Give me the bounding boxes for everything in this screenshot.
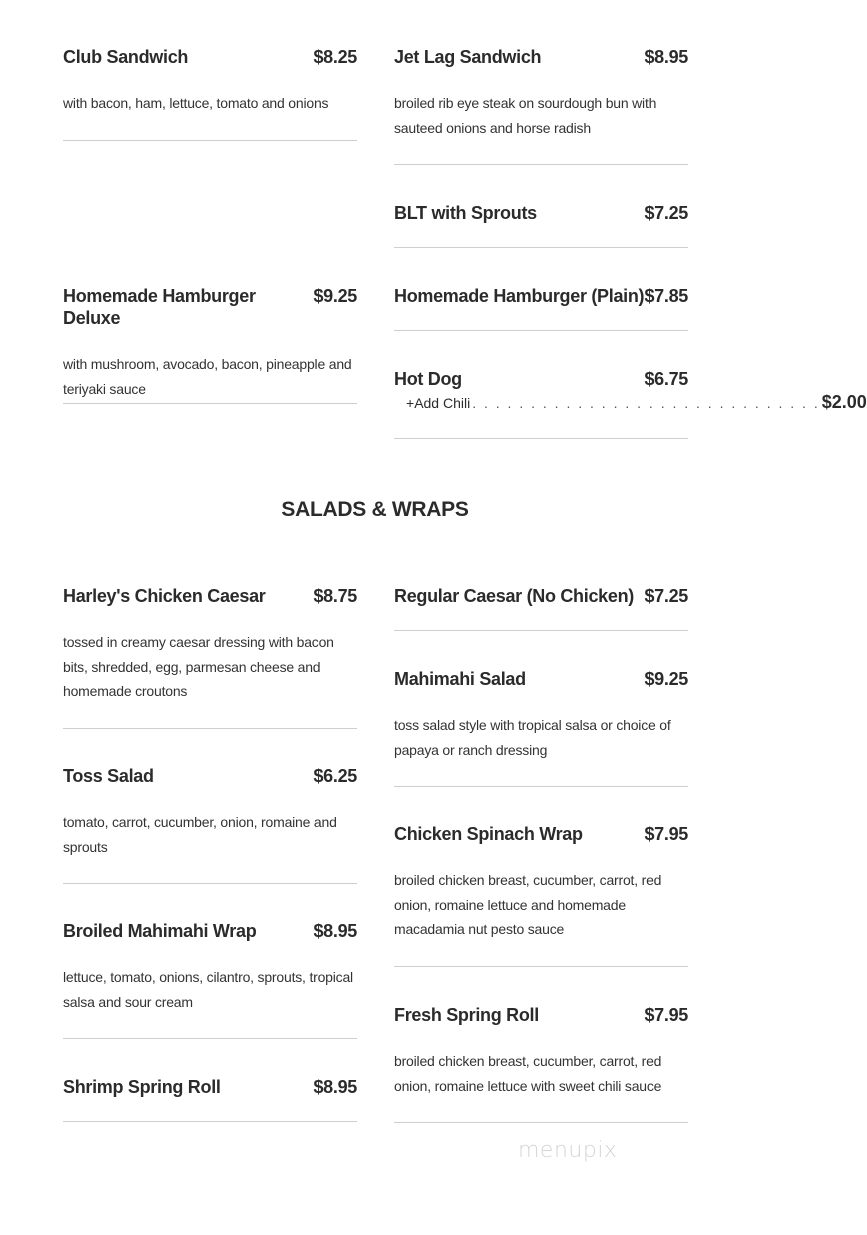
menu-item-blt [394, 202, 688, 224]
menu-item-mahimahi-salad [394, 668, 688, 762]
item-name: Club Sandwich [63, 47, 189, 67]
divider [394, 164, 688, 165]
item-price: $6.75 [644, 369, 688, 389]
item-description: broiled chicken breast, cucumber, carrot, red onion, romaine lettuce and homemade macadamia nut pesto sauce [394, 872, 662, 937]
item-price: $8.95 [313, 1077, 357, 1097]
divider [63, 728, 357, 729]
divider [63, 1038, 357, 1039]
item-description: tomato, carrot, cucumber, onion, romaine and sprouts [63, 814, 337, 855]
divider [63, 140, 357, 141]
divider [394, 330, 688, 331]
item-price: $7.85 [644, 286, 688, 306]
item-price: $6.25 [313, 766, 357, 786]
menu-item-jet-lag-sandwich [394, 46, 688, 140]
menu-item-broiled-mahimahi-wrap [63, 920, 357, 1014]
item-name: Mahimahi Salad [394, 669, 526, 689]
menu-item-regular-caesar [394, 585, 688, 607]
menu-item-hamburger-deluxe [63, 285, 357, 401]
item-description: tossed in creamy caesar dressing with bacon bits, shredded, egg, parmesan cheese and homemade croutons [63, 634, 334, 699]
item-name: Toss Salad [63, 766, 154, 786]
divider [63, 883, 357, 884]
menu-item-fresh-spring-roll [394, 1004, 688, 1098]
item-price: $8.75 [313, 586, 357, 606]
item-name: Fresh Spring Roll [394, 1005, 539, 1025]
item-name: Homemade Hamburger (Plain) [394, 286, 645, 306]
menu-item-club-sandwich [63, 46, 357, 116]
item-price: $8.95 [644, 47, 688, 67]
item-description: with mushroom, avocado, bacon, pineapple and teriyaki sauce [63, 356, 352, 397]
addon-plus: + [406, 395, 415, 411]
divider [394, 438, 688, 439]
addon-price: $2.00 [821, 392, 867, 412]
item-name: Homemade Hamburger Deluxe [63, 286, 256, 328]
item-price: $7.25 [644, 203, 688, 223]
item-price: $9.25 [644, 669, 688, 689]
item-price: $8.95 [313, 921, 357, 941]
item-name: Chicken Spinach Wrap [394, 824, 583, 844]
divider [63, 1121, 357, 1122]
divider [394, 1122, 688, 1123]
addon-name: Add Chili [414, 395, 471, 411]
item-description: with bacon, ham, lettuce, tomato and onions [63, 95, 329, 111]
divider [394, 247, 688, 248]
item-name: Hot Dog [394, 369, 462, 389]
menu-item-shrimp-spring-roll [63, 1076, 357, 1098]
divider [394, 786, 688, 787]
item-name: Harley's Chicken Caesar [63, 586, 266, 606]
item-price: $7.95 [644, 1005, 688, 1025]
item-description: lettuce, tomato, onions, cilantro, sprouts, tropical salsa and sour cream [63, 969, 353, 1010]
menu-item-hot-dog [394, 368, 867, 413]
item-price: $9.25 [313, 286, 357, 306]
section-title: SALADS & WRAPS [281, 498, 469, 521]
item-name: Shrimp Spring Roll [63, 1077, 221, 1097]
item-description: broiled chicken breast, cucumber, carrot, red onion, romaine lettuce with sweet chili sauce [394, 1053, 662, 1094]
addon-add-chili [394, 392, 867, 413]
menupix-watermark: menupix [518, 1138, 618, 1163]
item-name: Jet Lag Sandwich [394, 47, 542, 67]
item-description: broiled rib eye steak on sourdough bun with sauteed onions and horse radish [394, 95, 657, 136]
item-price: $7.25 [644, 586, 688, 606]
divider [63, 403, 357, 404]
menu-item-toss-salad [63, 765, 357, 859]
item-price: $8.25 [313, 47, 357, 67]
item-name: BLT with Sprouts [394, 203, 537, 223]
dot-leader: . . . . . . . . . . . . . . . . . . . . . . . . . . . . . . [472, 395, 820, 411]
divider [394, 630, 688, 631]
menu-item-harleys-chicken-caesar [63, 585, 357, 704]
menu-item-chicken-spinach-wrap [394, 823, 688, 942]
divider [394, 966, 688, 967]
item-price: $7.95 [644, 824, 688, 844]
item-name: Broiled Mahimahi Wrap [63, 921, 257, 941]
item-description: toss salad style with tropical salsa or choice of papaya or ranch dressing [394, 717, 671, 758]
item-name: Regular Caesar (No Chicken) [394, 586, 634, 606]
menu-item-hamburger-plain [394, 285, 688, 307]
